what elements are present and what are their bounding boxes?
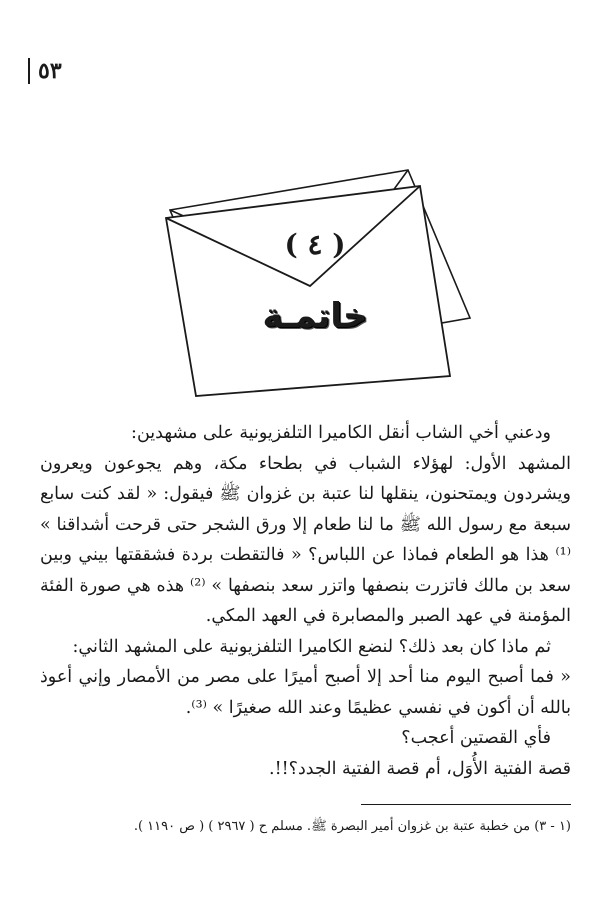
chapter-envelope-illustration [160,168,480,398]
page-number-divider [28,58,30,84]
footnote-divider [361,804,571,805]
body-text [40,418,571,784]
paragraph: فأي القصتين أعجب؟ [401,728,551,748]
chapter-title: خاتمـة [262,296,368,336]
page-number-text: ٥٣ [38,58,62,84]
page-number [28,58,62,84]
paragraph: « فما أصبح اليوم منا أحد إلا أصبح أميرًا على مصر من الأمصار وإني أعوذ بالله أن أكون في نفسي عظيمًا وعند الله صغيرًا » ⁽³⁾. [40,667,571,718]
paragraph: المشهد الأول: لهؤلاء الشباب في بطحاء مكة، وهم يجوعون ويعرون ويشردون ويمتحنون، ينقلها لنا عتبة بن غزوان ﷺ فيقول: « لقد كنت سابع سبعة مع رسول الله ﷺ ما لنا طعام إلا ورق الشجر حتى قرحت أشداقنا » ⁽¹⁾ هذا هو الطعام فماذا عن اللباس؟ « فالتقطت بردة فشققتها بيني وبين سعد بن مالك فاتزرت بنصفها واتزر سعد بنصفها » ⁽²⁾ هذه هي صورة الفئة المؤمنة في عهد الصبر والمصابرة في العهد المكي. [40,453,571,626]
envelope-icon [160,168,480,398]
footnote: (١ - ٣) من خطبة عتبة بن غزوان أمير البصرة ﷺ. مسلم ح ( ٢٩٦٧ ) ( ص ١١٩٠ ). [133,819,571,834]
chapter-number: ( ٤ ) [284,228,346,261]
paragraph: قصة الفتية الأُوَل، أم قصة الفتية الجدد؟!!. [269,758,571,779]
paragraph: ودعني أخي الشاب أنقل الكاميرا التلفزيونية على مشهدين: [131,423,551,443]
paragraph: ثم ماذا كان بعد ذلك؟ لنضع الكاميرا التلفزيونية على المشهد الثاني: [72,636,551,657]
